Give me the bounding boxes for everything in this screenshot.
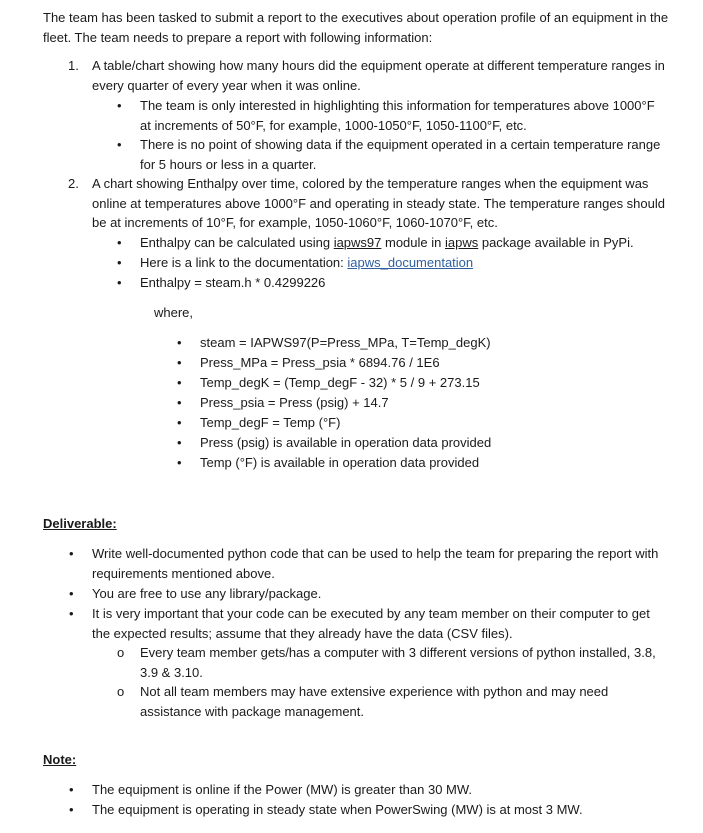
deliverable-subbullet-2 <box>117 682 669 721</box>
circle-bullet-icon: o <box>117 645 125 660</box>
item-2-number: 2. <box>68 176 79 191</box>
bullet-text: It is very important that your code can be executed by any team member on their computer to get the expected results; assume that they already have the data (CSV files). <box>92 606 650 641</box>
formula-text: Press (psig) is available in operation data provided <box>200 435 492 450</box>
bullet-icon: • <box>69 586 74 601</box>
note-bullet-2 <box>69 800 669 820</box>
bullet-text: Enthalpy can be calculated using iapws97 module in iapws package available in PyPi. <box>140 235 634 250</box>
bullet-text: You are free to use any library/package. <box>92 586 322 601</box>
item-2-bullet-3 <box>117 273 697 293</box>
intro-paragraph: The team has been tasked to submit a report to the executives about operation profile of an equipment in the fleet. The team needs to prepare a report with following information: <box>43 10 669 45</box>
bullet-icon: • <box>177 355 182 370</box>
note-heading: Note: <box>43 752 77 767</box>
bullet-text: Write well-documented python code that can be used to help the team for preparing the report with requirements mentioned above. <box>92 546 659 581</box>
item-1-text: A table/chart showing how many hours did the equipment operate at different temperature ranges in every quarter of every year when it was online. <box>92 58 665 93</box>
bullet-icon: • <box>69 606 74 621</box>
bullet-icon: • <box>69 782 74 797</box>
iapws-package-name: iapws <box>444 235 479 250</box>
subbullet-text: Every team member gets/has a computer with 3 different versions of python installed, 3.8, 3.9 & 3.10. <box>140 645 656 680</box>
formula-item <box>177 373 703 393</box>
deliverable-heading: Deliverable: <box>43 516 117 531</box>
formula-text: steam = IAPWS97(P=Press_MPa, T=Temp_degK) <box>200 335 491 350</box>
list-item-1 <box>68 56 668 95</box>
formula-item <box>177 453 703 473</box>
item-2-text: A chart showing Enthalpy over time, colored by the temperature ranges when the equipment was online at temperatures above 1000°F and operating in steady state. The temperature ranges should be at increments of 10°F, for example, 1050-1060°F, 1060-1070°F, etc. <box>92 176 665 230</box>
formula-item <box>177 333 703 353</box>
bullet-icon: • <box>177 455 182 470</box>
bullet-icon: • <box>177 375 182 390</box>
formula-text: Temp_degF = Temp (°F) <box>200 415 341 430</box>
bullet-icon: • <box>69 802 74 817</box>
bullet-text: The equipment is operating in steady state when PowerSwing (MW) is at most 3 MW. <box>92 802 583 817</box>
subbullet-text: Not all team members may have extensive experience with python and may need assistance with package management. <box>140 684 609 719</box>
deliverable-bullet-1 <box>69 544 669 583</box>
bullet-icon: • <box>177 435 182 450</box>
bullet-icon: • <box>117 235 122 250</box>
formula-item <box>177 433 703 453</box>
bullet-text: There is no point of showing data if the equipment operated in a certain temperature range for 5 hours or less in a quarter. <box>140 137 661 172</box>
formula-text: Temp_degK = (Temp_degF - 32) * 5 / 9 + 273.15 <box>200 375 480 390</box>
deliverable-subbullet-1 <box>117 643 669 682</box>
iapws97-module-name: iapws97 <box>333 235 382 250</box>
item-2-bullet-2 <box>117 253 697 273</box>
bullet-icon: • <box>117 98 122 113</box>
formula-text: Press_MPa = Press_psia * 6894.76 / 1E6 <box>200 355 440 370</box>
documentation-link[interactable]: iapws_documentation <box>347 255 474 270</box>
where-label: where, <box>154 305 194 320</box>
bullet-text: Enthalpy = steam.h * 0.4299226 <box>140 275 326 290</box>
item-1-bullet-1 <box>117 96 667 135</box>
bullet-icon: • <box>69 546 74 561</box>
bullet-icon: • <box>177 415 182 430</box>
item-1-bullet-2 <box>117 135 667 174</box>
deliverable-bullet-2 <box>69 584 669 604</box>
list-item-2 <box>68 174 668 233</box>
bullet-icon: • <box>117 137 122 152</box>
circle-bullet-icon: o <box>117 684 125 699</box>
formula-item <box>177 413 703 433</box>
bullet-text: The equipment is online if the Power (MW) is greater than 30 MW. <box>92 782 473 797</box>
formula-text: Press_psia = Press (psig) + 14.7 <box>200 395 389 410</box>
bullet-text: Here is a link to the documentation: iapws_documentation <box>140 255 474 270</box>
bullet-icon: • <box>117 255 122 270</box>
bullet-icon: • <box>117 275 122 290</box>
note-bullet-1 <box>69 780 669 800</box>
formula-text: Temp (°F) is available in operation data provided <box>200 455 480 470</box>
item-2-bullet-1 <box>117 233 697 253</box>
bullet-text: The team is only interested in highlighting this information for temperatures above 1000°F at increments of 50°F, for example, 1000-1050°F, 1050-1100°F, etc. <box>140 98 655 133</box>
item-1-number: 1. <box>68 58 79 73</box>
bullet-icon: • <box>177 335 182 350</box>
formula-item <box>177 393 703 413</box>
bullet-icon: • <box>177 395 182 410</box>
formula-item <box>177 353 703 373</box>
deliverable-bullet-3 <box>69 604 669 643</box>
